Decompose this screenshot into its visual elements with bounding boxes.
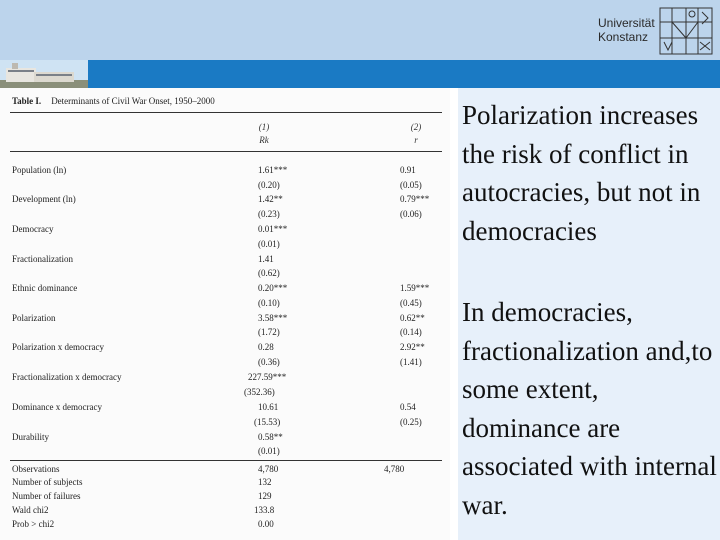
logo-line-2: Konstanz bbox=[598, 30, 649, 44]
university-logo bbox=[590, 6, 716, 56]
stat-label: Observations bbox=[12, 464, 60, 474]
row-label: Democracy bbox=[12, 224, 54, 234]
cell-se: (1.72) bbox=[258, 327, 280, 337]
stat-label: Number of subjects bbox=[12, 477, 83, 487]
header-band bbox=[0, 60, 720, 88]
cell-value: 0.62** bbox=[400, 313, 425, 323]
stat-label: Wald chi2 bbox=[12, 505, 49, 515]
cell-value: 227.59*** bbox=[248, 372, 287, 382]
cell-value: 0.28 bbox=[258, 342, 274, 352]
stat-label: Number of failures bbox=[12, 491, 81, 501]
cell-se: (0.05) bbox=[400, 180, 422, 190]
logo-mark-icon bbox=[658, 6, 716, 56]
cell-se: (0.10) bbox=[258, 298, 280, 308]
cell-value: 1.41 bbox=[258, 254, 274, 264]
cell-se: (1.41) bbox=[400, 357, 422, 367]
cell-se: (0.01) bbox=[258, 239, 280, 249]
cell-se: (0.45) bbox=[400, 298, 422, 308]
table-stats-rule bbox=[10, 460, 442, 461]
bullet-panel bbox=[458, 88, 720, 540]
cell-se: (15.53) bbox=[254, 417, 281, 427]
stat-value: 129 bbox=[258, 491, 272, 501]
cell-value: 0.79*** bbox=[400, 194, 430, 204]
table-caption bbox=[12, 96, 215, 106]
row-label: Development (ln) bbox=[12, 194, 76, 204]
cell-value: 0.01*** bbox=[258, 224, 288, 234]
col1-name: Rk bbox=[259, 135, 269, 145]
cell-value: 1.59*** bbox=[400, 283, 430, 293]
col1-number: (1) bbox=[258, 122, 270, 132]
building-photo bbox=[0, 60, 88, 88]
table-caption-number: Table I. bbox=[12, 96, 42, 106]
cell-se: (0.06) bbox=[400, 209, 422, 219]
cell-value: 0.58** bbox=[258, 432, 283, 442]
cell-se: (0.20) bbox=[258, 180, 280, 190]
cell-se: (0.62) bbox=[258, 268, 280, 278]
row-label: Fractionalization x democracy bbox=[12, 372, 122, 382]
cell-value: 10.61 bbox=[258, 402, 279, 412]
cell-value: 0.20*** bbox=[258, 283, 288, 293]
row-label: Ethnic dominance bbox=[12, 283, 78, 293]
cell-value: 0.54 bbox=[400, 402, 416, 412]
stat-value: 0.00 bbox=[258, 519, 274, 529]
row-label: Polarization x democracy bbox=[12, 342, 104, 352]
cell-se: (0.23) bbox=[258, 209, 280, 219]
building-icon bbox=[0, 60, 88, 88]
table-header-rule bbox=[10, 151, 442, 152]
col2-name: r bbox=[414, 135, 418, 145]
cell-se: (352.36) bbox=[244, 387, 275, 397]
cell-se: (0.36) bbox=[258, 357, 280, 367]
bullet-polarization: Polarization increases the risk of conflict in autocracies, but not in democracies bbox=[462, 100, 701, 246]
cell-value: 3.58*** bbox=[258, 313, 288, 323]
header-bar bbox=[0, 0, 720, 60]
cell-value: 2.92** bbox=[400, 342, 425, 352]
stat-value: 4,780 bbox=[258, 464, 279, 474]
table-top-rule bbox=[10, 112, 442, 113]
row-label: Fractionalization bbox=[12, 254, 73, 264]
stat-value: 132 bbox=[258, 477, 272, 487]
cell-value: 0.91 bbox=[400, 165, 416, 175]
row-label: Polarization bbox=[12, 313, 56, 323]
stat-value: 133.8 bbox=[254, 505, 275, 515]
row-label: Dominance x democracy bbox=[12, 402, 102, 412]
row-label: Durability bbox=[12, 432, 49, 442]
cell-se: (0.01) bbox=[258, 446, 280, 456]
table-caption-title: Determinants of Civil War Onset, 1950–2000 bbox=[51, 96, 215, 106]
cell-value: 1.42** bbox=[258, 194, 283, 204]
cell-se: (0.14) bbox=[400, 327, 422, 337]
bullet-democracies: In democracies, fractionalization and,to some extent, dominance are associated with internal war. bbox=[462, 297, 717, 520]
stat-label: Prob > chi2 bbox=[12, 519, 55, 529]
stat-value: 4,780 bbox=[384, 464, 405, 474]
col2-number: (2) bbox=[410, 122, 422, 132]
cell-value: 1.61*** bbox=[258, 165, 288, 175]
row-label: Population (ln) bbox=[12, 165, 67, 175]
logo-line-1: Universität bbox=[598, 16, 655, 30]
logo-text bbox=[598, 16, 655, 44]
cell-se: (0.25) bbox=[400, 417, 422, 427]
regression-table bbox=[0, 88, 450, 540]
